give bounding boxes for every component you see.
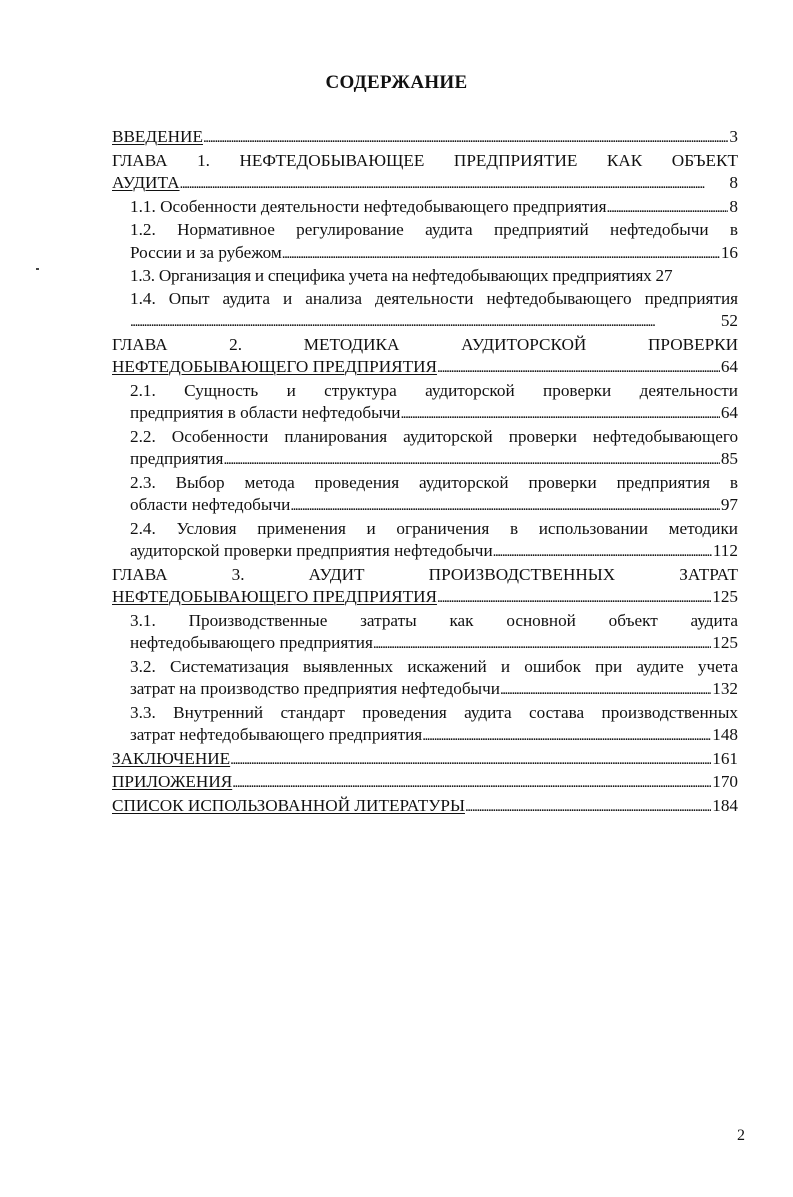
toc-entry-line: 1.2. Нормативное регулирование аудита предприятий нефтедобычи в <box>130 220 739 239</box>
toc-entry-page: 85 <box>720 449 738 468</box>
toc-entry-page: 125 <box>712 633 738 652</box>
page-title: СОДЕРЖАНИЕ <box>325 72 468 93</box>
toc-entry-line: 2.2. Особенности планирования аудиторской проверки нефтедобывающего <box>130 426 739 446</box>
toc-entry-page: 8 <box>729 196 738 216</box>
dot-leader <box>437 356 720 380</box>
toc-entry-title: НЕФТЕДОБЫВАЮЩЕГО ПРЕДПРИЯТИЯ <box>112 357 437 376</box>
toc-entry-intro[interactable] <box>112 126 738 150</box>
toc-entry-line: ГЛАВА 1. НЕФТЕДОБЫВАЮЩЕЕ ПРЕДПРИЯТИЕ КАК ОБЪЕКТ <box>112 150 739 170</box>
dot-leader <box>607 196 729 220</box>
toc-entry-title: ВВЕДЕНИЕ <box>112 127 203 146</box>
dot-leader <box>130 310 720 334</box>
toc-entry-chapter-2[interactable] <box>112 334 738 380</box>
scan-speck <box>36 268 39 270</box>
toc-entry-section-1-4[interactable] <box>112 288 738 334</box>
toc-entry-chapter-1[interactable] <box>112 150 738 196</box>
dot-leader <box>422 724 711 748</box>
toc-entry-title: ЗАКЛЮЧЕНИЕ <box>112 748 231 768</box>
toc-entry-title: затрат на производство предприятия нефтедобычи <box>130 679 500 698</box>
toc-entry-chapter-3[interactable] <box>112 564 738 610</box>
toc-entry-line: ГЛАВА 2. МЕТОДИКА АУДИТОРСКОЙ ПРОВЕРКИ <box>112 334 739 354</box>
toc-entry-title: 1.3. Организация и специфика учета на нефтедобывающих предприятиях <box>130 266 652 285</box>
toc-entry-page: 170 <box>712 772 738 791</box>
toc-entry-line: 2.3. Выбор метода проведения аудиторской проверки предприятия в <box>130 472 739 492</box>
toc-entry-title: аудиторской проверки предприятия нефтедобычи <box>130 541 493 560</box>
toc-entry-line: 2.1. Сущность и структура аудиторской проверки деятельности <box>130 380 738 400</box>
toc-entry-title: НЕФТЕДОБЫВАЮЩЕГО ПРЕДПРИЯТИЯ <box>112 587 437 606</box>
toc-entry-section-3-2[interactable] <box>112 656 738 702</box>
toc-entry-title: области нефтедобычи <box>130 495 291 514</box>
dot-leader <box>230 748 711 772</box>
toc-entry-page: 97 <box>720 495 738 514</box>
toc-entry-references[interactable] <box>112 795 738 819</box>
page-number: 2 <box>737 1127 745 1144</box>
toc-entry-title: предприятия <box>130 449 224 468</box>
toc-entry-page: 64 <box>720 357 738 376</box>
toc-entry-page: 16 <box>720 242 738 262</box>
toc-entry-page: 8 <box>729 173 738 192</box>
toc-entry-title: АУДИТА <box>112 173 180 192</box>
table-of-contents <box>112 126 738 818</box>
dot-leader <box>437 586 711 610</box>
toc-entry-title: предприятия в области нефтедобычи <box>130 403 401 422</box>
toc-entry-page: 112 <box>712 541 738 560</box>
toc-entry-line: ГЛАВА 3. АУДИТ ПРОИЗВОДСТВЕННЫХ ЗАТРАТ <box>112 564 739 584</box>
toc-entry-line: 3.3. Внутренний стандарт проведения аудита состава производственных <box>130 702 739 722</box>
toc-entry-conclusion[interactable] <box>112 748 738 772</box>
toc-entry-page: 125 <box>712 587 738 606</box>
toc-entry-section-1-2[interactable] <box>112 219 738 265</box>
toc-entry-section-2-1[interactable] <box>112 380 738 426</box>
dot-leader <box>223 448 719 472</box>
toc-entry-page: 184 <box>712 795 738 815</box>
toc-entry-title: ПРИЛОЖЕНИЯ <box>112 772 233 791</box>
toc-entry-page: 132 <box>712 679 738 698</box>
toc-entry-line: 3.2. Систематизация выявленных искажений и ошибок при аудите учета <box>130 656 739 676</box>
dot-leader <box>203 126 728 150</box>
toc-entry-line: 3.1. Производственные затраты как основной объект аудита <box>130 610 739 630</box>
toc-entry-page: 27 <box>655 266 673 285</box>
toc-entry-title: нефтедобывающего предприятия <box>130 633 373 652</box>
dot-leader <box>493 540 712 564</box>
toc-entry-section-3-1[interactable] <box>112 610 738 656</box>
dot-leader <box>232 771 711 795</box>
toc-entry-page: 161 <box>712 748 738 768</box>
toc-entry-section-2-2[interactable] <box>112 426 738 472</box>
dot-leader <box>500 678 711 702</box>
toc-entry-page: 3 <box>729 127 738 146</box>
dot-leader <box>373 632 711 656</box>
toc-entry-section-1-1[interactable] <box>112 196 738 220</box>
toc-entry-section-2-4[interactable] <box>112 518 738 564</box>
toc-entry-line: 1.4. Опыт аудита и анализа деятельности нефтедобывающего предприятия <box>130 288 739 308</box>
dot-leader <box>282 242 720 266</box>
toc-entry-title: СПИСОК ИСПОЛЬЗОВАННОЙ ЛИТЕРАТУРЫ <box>112 795 465 815</box>
toc-entry-page: 64 <box>720 403 738 422</box>
toc-entry-section-2-3[interactable] <box>112 472 738 518</box>
toc-entry-page: 148 <box>712 725 738 744</box>
toc-entry-title: России и за рубежом <box>130 242 282 262</box>
toc-entry-section-3-3[interactable] <box>112 702 738 748</box>
dot-leader <box>400 402 719 426</box>
toc-entry-section-1-3[interactable] <box>112 265 738 288</box>
dot-leader <box>465 795 711 819</box>
toc-entry-page: 52 <box>720 311 738 330</box>
toc-entry-appendix[interactable] <box>112 771 738 795</box>
toc-entry-line: 2.4. Условия применения и ограничения в использовании методики <box>130 518 738 538</box>
dot-leader <box>290 494 720 518</box>
toc-entry-title: затрат нефтедобывающего предприятия <box>130 725 423 744</box>
toc-entry-title: 1.1. Особенности деятельности нефтедобывающего предприятия <box>130 196 607 216</box>
dot-leader <box>180 172 729 196</box>
